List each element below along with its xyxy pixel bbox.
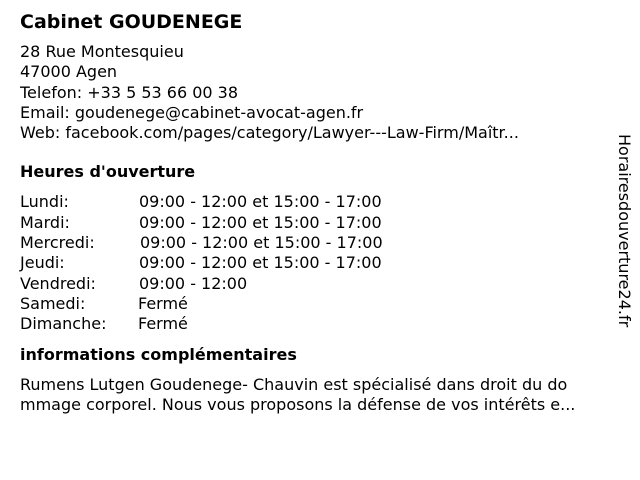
info-heading: informations complémentaires: [20, 344, 297, 364]
day-hours: 09:00 - 12:00 et 15:00 - 17:00: [139, 212, 382, 232]
day-label: Mardi:: [20, 212, 70, 232]
business-card: [20, 10, 610, 415]
day-hours: Fermé: [138, 293, 188, 313]
hours-row-saturday: [20, 294, 610, 314]
website-line: Web: facebook.com/pages/category/Lawyer---Law-Firm/Maîtr...: [20, 123, 519, 143]
day-hours: Fermé: [138, 314, 188, 334]
day-label: Lundi:: [20, 192, 69, 212]
address-street: 28 Rue Montesquieu: [20, 42, 184, 61]
hours-row-monday: [20, 192, 610, 212]
hours-row-friday: [20, 274, 610, 294]
hours-row-thursday: [20, 253, 610, 273]
day-hours: 09:00 - 12:00 et 15:00 - 17:00: [140, 233, 383, 253]
day-label: Samedi:: [20, 293, 86, 313]
watermark-text: Horairesdouverture24.fr: [615, 134, 634, 328]
day-hours: 09:00 - 12:00 et 15:00 - 17:00: [139, 192, 382, 212]
description-line: mmage corporel. Nous vous proposons la défense de vos intérêts e...: [20, 394, 576, 414]
day-hours: 09:00 - 12:00 et 15:00 - 17:00: [139, 253, 382, 273]
hours-row-tuesday: [20, 213, 610, 233]
day-label: Jeudi:: [20, 253, 65, 273]
email-line: Email: goudenege@cabinet-avocat-agen.fr: [20, 102, 364, 122]
day-label: Vendredi:: [20, 273, 96, 293]
hours-row-wednesday: [20, 233, 610, 253]
phone-line: Telefon: +33 5 53 66 00 38: [20, 82, 239, 102]
hours-row-sunday: [20, 314, 610, 334]
day-hours: 09:00 - 12:00: [139, 273, 248, 293]
day-label: Mercredi:: [20, 233, 95, 253]
hours-heading: Heures d'ouverture: [20, 162, 196, 182]
address-city: 47000 Agen: [20, 62, 118, 82]
business-name: Cabinet GOUDENEGE: [20, 11, 243, 33]
day-label: Dimanche:: [20, 314, 107, 334]
description: [20, 375, 630, 416]
hours-list: [20, 192, 610, 334]
description-line: Rumens Lutgen Goudenege- Chauvin est spécialisé dans droit du do: [20, 374, 568, 394]
